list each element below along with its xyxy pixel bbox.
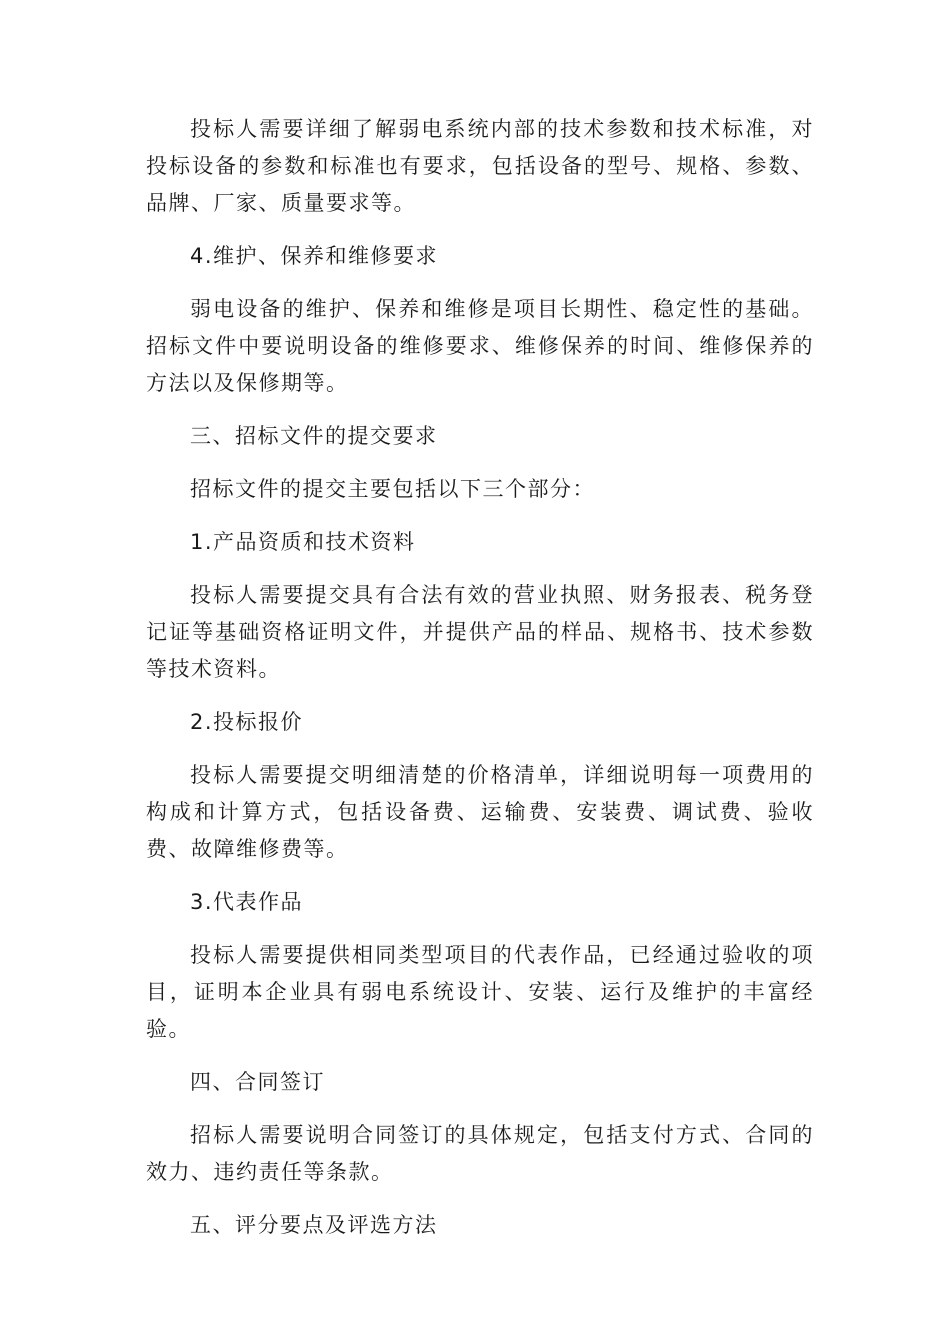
document-body [146,111,814,1260]
paragraph: 投标人需要详细了解弱电系统内部的技术参数和技术标准，对投标设备的参数和标准也有要求，包括设备的型号、规格、参数、品牌、厂家、质量要求等。 [146,117,814,215]
section-heading: 4.维护、保养和维修要求 [190,244,439,268]
section-heading: 3.代表作品 [190,890,304,914]
paragraph: 投标人需要提交明细清楚的价格清单，详细说明每一项费用的构成和计算方式，包括设备费、运输费、安装费、调试费、验收费、故障维修费等。 [146,763,814,861]
section-heading: 2.投标报价 [190,710,304,734]
section-heading: 1.产品资质和技术资料 [190,530,416,554]
paragraph: 招标人需要说明合同签订的具体规定，包括支付方式、合同的效力、违约责任等条款。 [146,1123,814,1184]
section-heading: 三、招标文件的提交要求 [190,424,438,448]
paragraph: 弱电设备的维护、保养和维修是项目长期性、稳定性的基础。招标文件中要说明设备的维修要求、维修保养的时间、维修保养的方法以及保修期等。 [146,297,814,395]
section-heading: 五、评分要点及评选方法 [190,1213,438,1237]
section-heading: 四、合同签订 [190,1070,325,1094]
paragraph: 投标人需要提交具有合法有效的营业执照、财务报表、税务登记证等基础资格证明文件，并提供产品的样品、规格书、技术参数等技术资料。 [146,583,814,681]
paragraph: 投标人需要提供相同类型项目的代表作品，已经通过验收的项目，证明本企业具有弱电系统设计、安装、运行及维护的丰富经验。 [146,943,814,1041]
intro-line: 招标文件的提交主要包括以下三个部分： [190,477,595,501]
